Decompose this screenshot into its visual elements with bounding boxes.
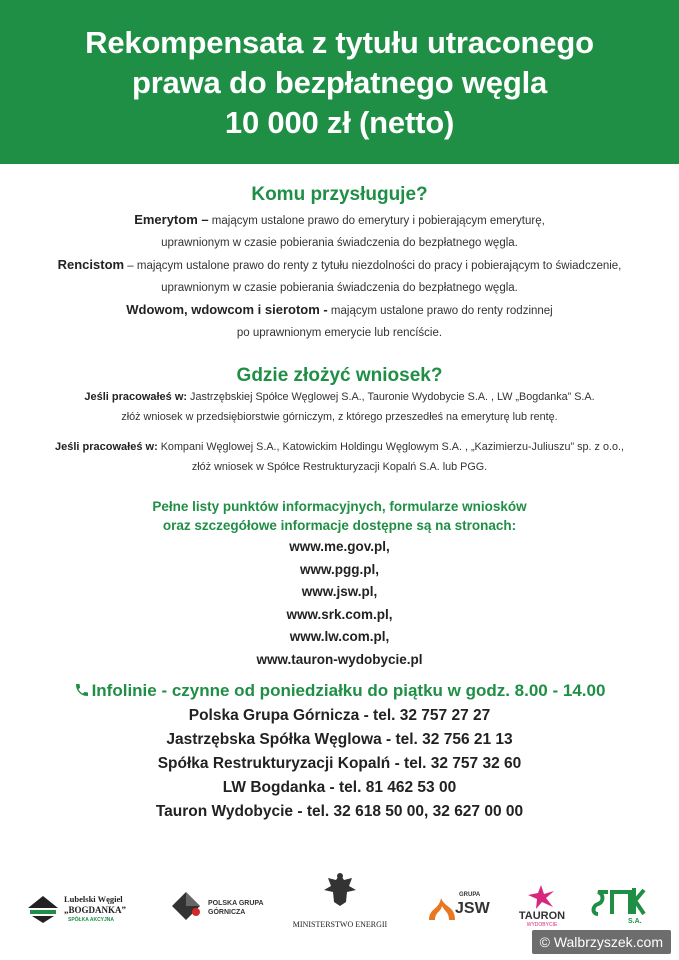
info-note: [0, 497, 679, 535]
who-item-text-line2: po uprawnionym emerycie lub rencíście.: [236, 327, 443, 339]
where-section-title: Gdzie złożyć wniosek?: [236, 365, 443, 386]
header-amount: 10 000 zł (netto): [224, 105, 455, 140]
bogdanka-emblem-icon: [26, 894, 60, 924]
who-item-text: mającym ustalone prawo do renty rodzinnej: [327, 305, 553, 317]
where-paragraph-1: [0, 387, 679, 427]
header-title-line1: Rekompensata z tytułu utraconego: [85, 25, 594, 60]
who-section-title: Komu przysługuje?: [251, 184, 428, 205]
phone-icon: [74, 682, 90, 698]
who-item-pensioners: [0, 254, 679, 277]
where-text: Kompani Węglowej S.A., Katowickim Holdingu Węglowym S.A. , „Kazimierzu-Juliuszu” sp. z o.o.,: [157, 441, 624, 453]
hotlines-title: Infolinie - czynne od poniedziałku do piątku w godz. 8.00 - 14.00: [91, 681, 606, 700]
info-note-line1: Pełne listy punktów informacyjnych, formularze wniosków: [152, 499, 527, 514]
hotline-pgg: Polska Grupa Górnicza - tel. 32 757 27 27: [188, 707, 491, 724]
bogdanka-name-3: SPÓŁKA AKCYJNA: [68, 917, 115, 923]
pgg-emblem-icon: [168, 888, 204, 924]
who-item-label: Rencistom: [57, 257, 125, 272]
logo-bogdanka: [26, 892, 146, 928]
where-text-line2: złóż wniosek w przedsiębiorstwie górniczym, z którego przeszedłeś na emeryturę lub rentę.: [121, 411, 558, 423]
logo-jsw: [425, 890, 497, 930]
hotline-srk: Spółka Restrukturyzacji Kopalń - tel. 32 757 32 60: [157, 755, 522, 772]
logo-srk: [590, 884, 654, 930]
info-note-line2: oraz szczegółowe informacje dostępne są na stronach:: [162, 518, 517, 533]
who-item-text: mającym ustalone prawo do emerytury i pobierającym emeryturę,: [208, 215, 545, 227]
hotline-jsw: Jastrzębska Spółka Węglowa - tel. 32 756 21 13: [166, 731, 513, 748]
ministry-name: MINISTERSTWO ENERGII: [292, 920, 388, 929]
tauron-name: TAURON: [518, 910, 566, 922]
website-links: [0, 536, 679, 671]
who-item-text-line2: uprawnionym w czasie pobierania świadczenia do bezpłatnego węgla.: [161, 237, 518, 249]
bogdanka-name-2: „BOGDANKA”: [64, 905, 127, 915]
logo-pgg: [168, 888, 268, 928]
link-me-gov[interactable]: www.me.gov.pl,: [289, 539, 390, 554]
who-item-widows: [0, 299, 679, 322]
who-item-label: Wdowom, wdowcom i sierotom -: [126, 302, 328, 317]
srk-emblem-icon: [590, 884, 646, 920]
jsw-group-label: GRUPA: [459, 892, 481, 898]
link-pgg[interactable]: www.pgg.pl,: [300, 561, 379, 577]
where-text-line2: złóż wniosek w Spółce Restrukturyzacji Kopalń S.A. lub PGG.: [191, 461, 488, 473]
jsw-flame-icon: [425, 892, 459, 924]
hotline-tauron: Tauron Wydobycie - tel. 32 618 50 00, 32 627 00 00: [155, 803, 524, 820]
pgg-name-1: POLSKA GRUPA: [208, 900, 264, 907]
tauron-sub: WYDOBYCIE: [526, 922, 558, 928]
tauron-star-icon: [526, 884, 556, 910]
who-section: [0, 209, 679, 344]
link-tauron[interactable]: www.tauron-wydobycie.pl: [256, 651, 423, 667]
who-item-text-line2: uprawnionym w czasie pobierania świadczenia do bezpłatnego węgla.: [161, 282, 518, 294]
where-text: Jastrzębskiej Spółce Węglowej S.A., Tauronie Wydobycie S.A. , LW „Bogdanka” S.A.: [187, 391, 595, 403]
where-paragraph-2: [0, 437, 679, 477]
who-item-retirees: [0, 209, 679, 232]
hotline-lw-bogdanka: LW Bogdanka - tel. 81 462 53 00: [222, 779, 457, 796]
link-srk[interactable]: www.srk.com.pl,: [286, 606, 393, 622]
bogdanka-name-1: Lubelski Węgiel: [64, 894, 123, 904]
polish-eagle-icon: [322, 870, 358, 910]
jsw-name: JSW: [455, 900, 490, 917]
who-item-text: – mającym ustalone prawo do renty z tytułu niezdolności do pracy i pobierającym to świadczenie,: [124, 260, 622, 272]
logo-ministry: [284, 870, 396, 934]
watermark: © Walbrzyszek.com: [532, 930, 671, 954]
link-jsw[interactable]: www.jsw.pl,: [301, 584, 378, 599]
pgg-name-2: GÓRNICZA: [208, 909, 246, 916]
header-title-line2: prawa do bezpłatnego węgla: [131, 65, 548, 100]
where-label: Jeśli pracowałeś w:: [84, 391, 188, 403]
logo-tauron: [512, 884, 572, 932]
link-lw[interactable]: www.lw.com.pl,: [289, 629, 390, 644]
srk-sa-label: S.A.: [628, 918, 642, 925]
where-label: Jeśli pracowałeś w:: [55, 441, 158, 453]
hotline-list: [0, 704, 679, 824]
hotlines-title-row: [0, 681, 679, 701]
header-banner: [0, 0, 679, 164]
who-item-label: Emerytom –: [134, 212, 209, 227]
